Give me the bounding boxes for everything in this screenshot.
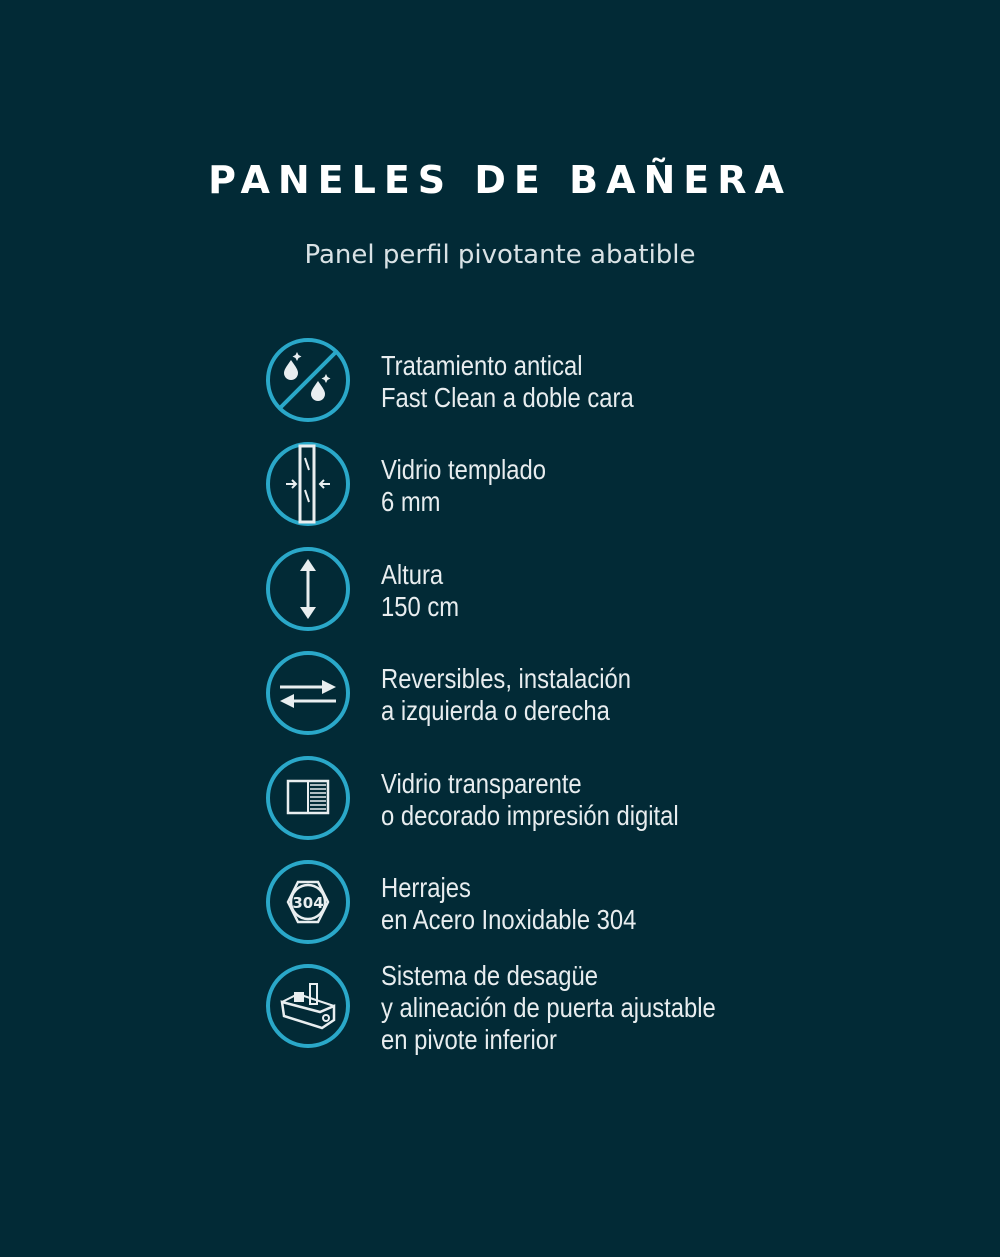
page-subtitle: Panel perfil pivotante abatible [304, 240, 696, 270]
drain-pivot-icon [264, 962, 352, 1050]
feature-text: Vidrio templado 6 mm [381, 454, 546, 517]
anti-limescale-icon [264, 336, 352, 424]
feature-text: Vidrio transparente o decorado impresión digital [381, 768, 679, 831]
feature-text: Tratamiento antical Fast Clean a doble cara [381, 350, 634, 413]
height-arrow-icon [264, 545, 352, 633]
reversible-arrows-icon [264, 649, 352, 737]
feature-drain-pivot [264, 960, 784, 1055]
feature-steel-304 [264, 858, 784, 948]
feature-text: Sistema de desagüe y alineación de puerta ajustable en pivote inferior [381, 960, 716, 1055]
steel-304-icon [264, 858, 352, 946]
feature-glass-pattern [264, 754, 784, 844]
feature-reversible [264, 649, 784, 739]
feature-height [264, 545, 784, 635]
feature-anti-limescale [264, 336, 784, 426]
feature-tempered-glass [264, 440, 784, 530]
svg-text:304: 304 [292, 894, 324, 912]
page-title: PANELES DE BAÑERA [208, 158, 792, 202]
feature-text: Herrajes en Acero Inoxidable 304 [381, 872, 637, 935]
glass-pattern-icon [264, 754, 352, 842]
feature-text: Altura 150 cm [381, 559, 460, 622]
tempered-glass-icon [264, 440, 352, 528]
feature-text: Reversibles, instalación a izquierda o derecha [381, 663, 632, 726]
